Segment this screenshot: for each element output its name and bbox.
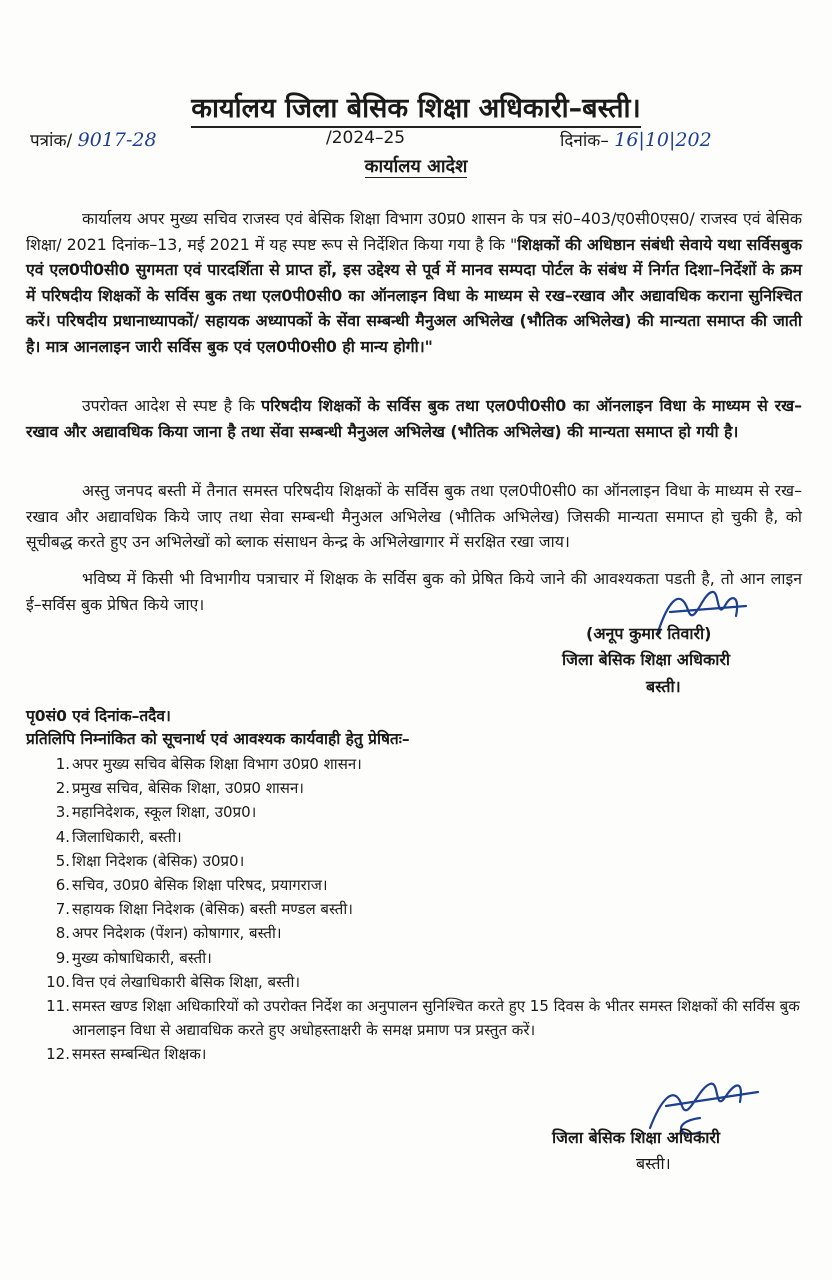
reference-line xyxy=(30,128,157,151)
copy-recipient-list xyxy=(26,752,806,1066)
signatory-place: बस्ती। xyxy=(646,677,681,696)
list-item: 7. सहायक शिक्षा निदेशक (बेसिक) बस्ती मण्डल बस्ती। xyxy=(55,900,353,919)
list-item: 10. वित्त एवं लेखाधिकारी बेसिक शिक्षा, बस्ती। xyxy=(46,972,301,991)
list-item: 12. समस्त सम्बन्धित शिक्षक। xyxy=(46,1044,207,1063)
list-item: 8. अपर निदेशक (पेंशन) कोषागार, बस्ती। xyxy=(55,924,282,943)
list-item: 9. मुख्य कोषाधिकारी, बस्ती। xyxy=(55,948,212,967)
list-item: 2. प्रमुख सचिव, बेसिक शिक्षा, उ0प्र0 शासन। xyxy=(55,779,304,798)
date-line xyxy=(560,128,712,151)
order-title: कार्यालय आदेश xyxy=(364,156,468,177)
office-title: कार्यालय जिला बेसिक शिक्षा अधिकारी–बस्ती। xyxy=(0,88,832,125)
list-item: 4. जिलाधिकारी, बस्ती। xyxy=(55,827,182,846)
paragraph-4: भविष्य में किसी भी विभागीय पत्राचार में शिक्षक के सर्विस बुक को प्रेषित किये जाने की आवश्यकता पडती है, तो आन लाइन ई–सर्विस बुक प्रेषित किये जाए। xyxy=(26,569,802,614)
year-suffix: /2024–25 xyxy=(326,128,406,148)
ref-label: पत्रांक/ xyxy=(30,131,73,151)
signatory-name: (अनूप कुमार तिवारी) xyxy=(586,624,712,643)
list-item: 3. महानिदेशक, स्कूल शिक्षा, उ0प्र0। xyxy=(55,803,257,822)
ref-number-handwritten: 9017-28 xyxy=(77,129,157,151)
date-label: दिनांक– xyxy=(560,131,609,151)
paragraph-3: अस्तु जनपद बस्ती में तैनात समस्त परिषदीय शिक्षकों के सर्विस बुक तथा एल0पी0सी0 का ऑनलाइन विधा के माध्यम से रख–रखाव और अद्यावधिक किये जाए तथा सेवा सम्बन्धी मैनुअल अभिलेख (भौतिक अभिलेख) जिसकी मान्यता समाप्त हो चुकी है, को सूचीबद्ध करते हुए उन अभिलेखों को ब्लाक संसाधन केन्द्र के अभिलेखागार में सरक्षित रखा जाय। xyxy=(26,481,802,551)
list-item: 1. अपर मुख्य सचिव बेसिक शिक्षा विभाग उ0प्र0 शासन। xyxy=(55,755,362,773)
list-item: 5. शिक्षा निदेशक (बेसिक) उ0प्र0। xyxy=(55,851,245,870)
paragraph-1: कार्यालय अपर मुख्य सचिव राजस्व एवं बेसिक शिक्षा विभाग उ0प्र0 शासन के पत्र सं0–403/ए0सी0एस0/ राजस्व एवं बेसिक शिक्षा/ 2021 दिनांक–13, मई 2021 में यह स्पष्ट रूप से निर्देशित किया गया है कि "शिक्षकों की अधिष्ठान संबंधी सेवाये यथा सर्विसबुक एवं एल0पी0सी0 सुगमता एवं पारदर्शिता से प्राप्त हों, इस उद्देश्य से पूर्व में मानव सम्पदा पोर्टल के संबंध में निर्गत दिशा–निर्देशों के क्रम में परिषदीय शिक्षकों के सर्विस बुक तथा एल0पी0सी0 का ऑनलाइन विधा के माध्यम से रख–रखाव और अद्यावधिक कराना सुनिश्चित करें। परिषदीय प्रधानाध्यापकों/ सहायक अध्यापकों के सेंवा सम्बन्धी मैनुअल अभिलेख (भौतिक अभिलेख) की मान्यता समाप्त की जाती है। मात्र आनलाइन जारी सर्विस बुक एवं एल0पी0सी0 ही मान्य होगी।" xyxy=(26,209,802,356)
date-handwritten: 16|10|202 xyxy=(614,129,712,151)
list-item: 6. सचिव, उ0प्र0 बेसिक शिक्षा परिषद, प्रयागराज। xyxy=(55,876,328,895)
copy-intro: प्रतिलिपि निम्नांकित को सूचनार्थ एवं आवश्यक कार्यवाही हेतु प्रेषितः– xyxy=(26,730,410,748)
signatory-designation-2: जिला बेसिक शिक्षा अधिकारी xyxy=(552,1128,721,1147)
list-item: 11. समस्त खण्ड शिक्षा अधिकारियों को उपरोक्त निर्देश का अनुपालन सुनिश्चित करते हुए 15 दिवस के भीतर समस्त शिक्षकों की सर्विस बुक आनलाइन विधा से अद्यावधिक करते हुए अधोहस्ताक्षरी के समक्ष प्रमाण पत्र प्रस्तुत करें। xyxy=(46,996,800,1039)
paragraph-2: उपरोक्त आदेश से स्पष्ट है कि परिषदीय शिक्षकों के सर्विस बुक तथा एल0पी0सी0 का ऑनलाइन विधा के माध्यम से रख–रखाव और अद्यावधिक किया जाना है तथा सेंवा सम्बन्धी मैनुअल अभिलेख (भौतिक अभिलेख) की मान्यता समाप्त हो गयी है। xyxy=(26,396,802,441)
signatory-place-2: बस्ती। xyxy=(636,1154,671,1173)
signatory-designation: जिला बेसिक शिक्षा अधिकारी xyxy=(562,650,731,669)
copy-reference-line: पृ0सं0 एवं दिनांक–तदैव। xyxy=(26,707,171,725)
